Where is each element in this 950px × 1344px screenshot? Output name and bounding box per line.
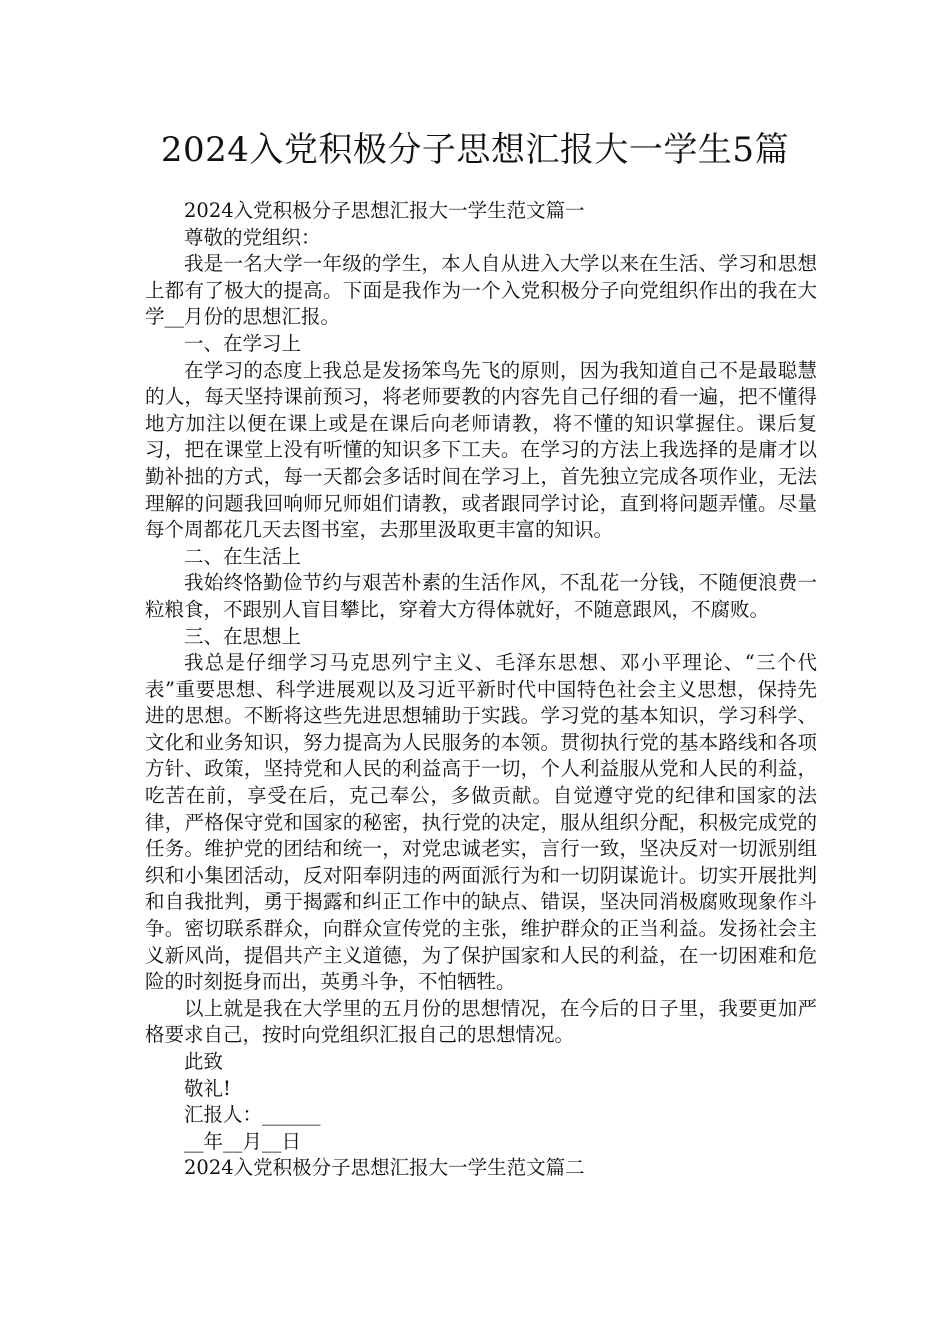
salutation: 尊敬的党组织： (184, 225, 321, 249)
regards-line-1: 此致 (184, 1050, 224, 1073)
document-body (145, 198, 817, 1182)
intro-paragraph: 我是一名大学一年级的学生，本人自从进入大学以来在生活、学习和思想上都有了极大的提高。下面是我作为一个入党积极分子向党组织作出的我在大学__月份的思想汇报。 (145, 252, 817, 329)
date-line: __年__月__日 (184, 1129, 302, 1153)
study-paragraph: 在学习的态度上我总是发扬笨鸟先飞的原则，因为我知道自己不是最聪慧的人，每天坚持课前预习，将老师要教的内容先自己仔细的看一遍，把不懂得地方加注以便在课上或是在课后向老师请教，将不懂的知识掌握住。课后复习，把在课堂上没有听懂的知识多下工夫。在学习的方法上我选择的是庸才以勤补拙的方式，每一天都会多话时间在学习上，首先独立完成各项作业，无法理解的问题我回响师兄师姐们请教，或者跟同学讨论，直到将问题弄懂。尽量每个周都花几天去图书室，去那里汲取更丰富的知识。 (145, 358, 817, 542)
heading-life: 二、在生活上 (184, 544, 302, 568)
heading-study: 一、在学习上 (184, 331, 302, 355)
section-subtitle-2: 2024入党积极分子思想汇报大一学生范文篇二 (184, 1156, 585, 1180)
closing-paragraph: 以上就是我在大学里的五月份的思想情况，在今后的日子里，我要更加严格要求自己，按时向党组织汇报自己的思想情况。 (145, 996, 817, 1047)
document-title: 2024入党积极分子思想汇报大一学生5篇 (160, 130, 790, 170)
reporter-line: 汇报人：______ (184, 1103, 321, 1127)
heading-thought: 三、在思想上 (184, 624, 302, 648)
regards-line-2: 敬礼! (184, 1076, 231, 1100)
section-subtitle-1: 2024入党积极分子思想汇报大一学生范文篇一 (184, 199, 585, 222)
life-paragraph: 我始终恪勤俭节约与艰苦朴素的生活作风，不乱花一分钱，不随便浪费一粒粮食，不跟别人盲目攀比，穿着大方得体就好，不随意跟风，不腐败。 (145, 571, 817, 621)
thought-paragraph: 我总是仔细学习马克思列宁主义、毛泽东思想、邓小平理论、“三个代表”重要思想、科学进展观以及习近平新时代中国特色社会主义思想，保持先进的思想。不断将这些先进思想辅助于实践。学习党的基本知识，学习科学、文化和业务知识，努力提高为人民服务的本领。贯彻执行党的基本路线和各项方针、政策，坚持党和人民的利益高于一切，个人利益服从党和人民的利益，吃苦在前，享受在后，克己奉公，多做贡献。自觉遵守党的纪律和国家的法律，严格保守党和国家的秘密，执行党的决定，服从组织分配，积极完成党的任务。维护党的团结和统一，对党忠诚老实，言行一致，坚决反对一切派别组织和小集团活动，反对阳奉阴违的两面派行为和一切阴谋诡计。切实开展批判和自我批判，勇于揭露和纠正工作中的缺点、错误，坚决同消极腐败现象作斗争。密切联系群众，向群众宣传党的主张，维护群众的正当利益。发扬社会主义新风尚，提倡共产主义道德，为了保护国家和人民的利益，在一切困难和危险的时刻挺身而出，英勇斗争，不怕牺牲。 (145, 651, 817, 994)
